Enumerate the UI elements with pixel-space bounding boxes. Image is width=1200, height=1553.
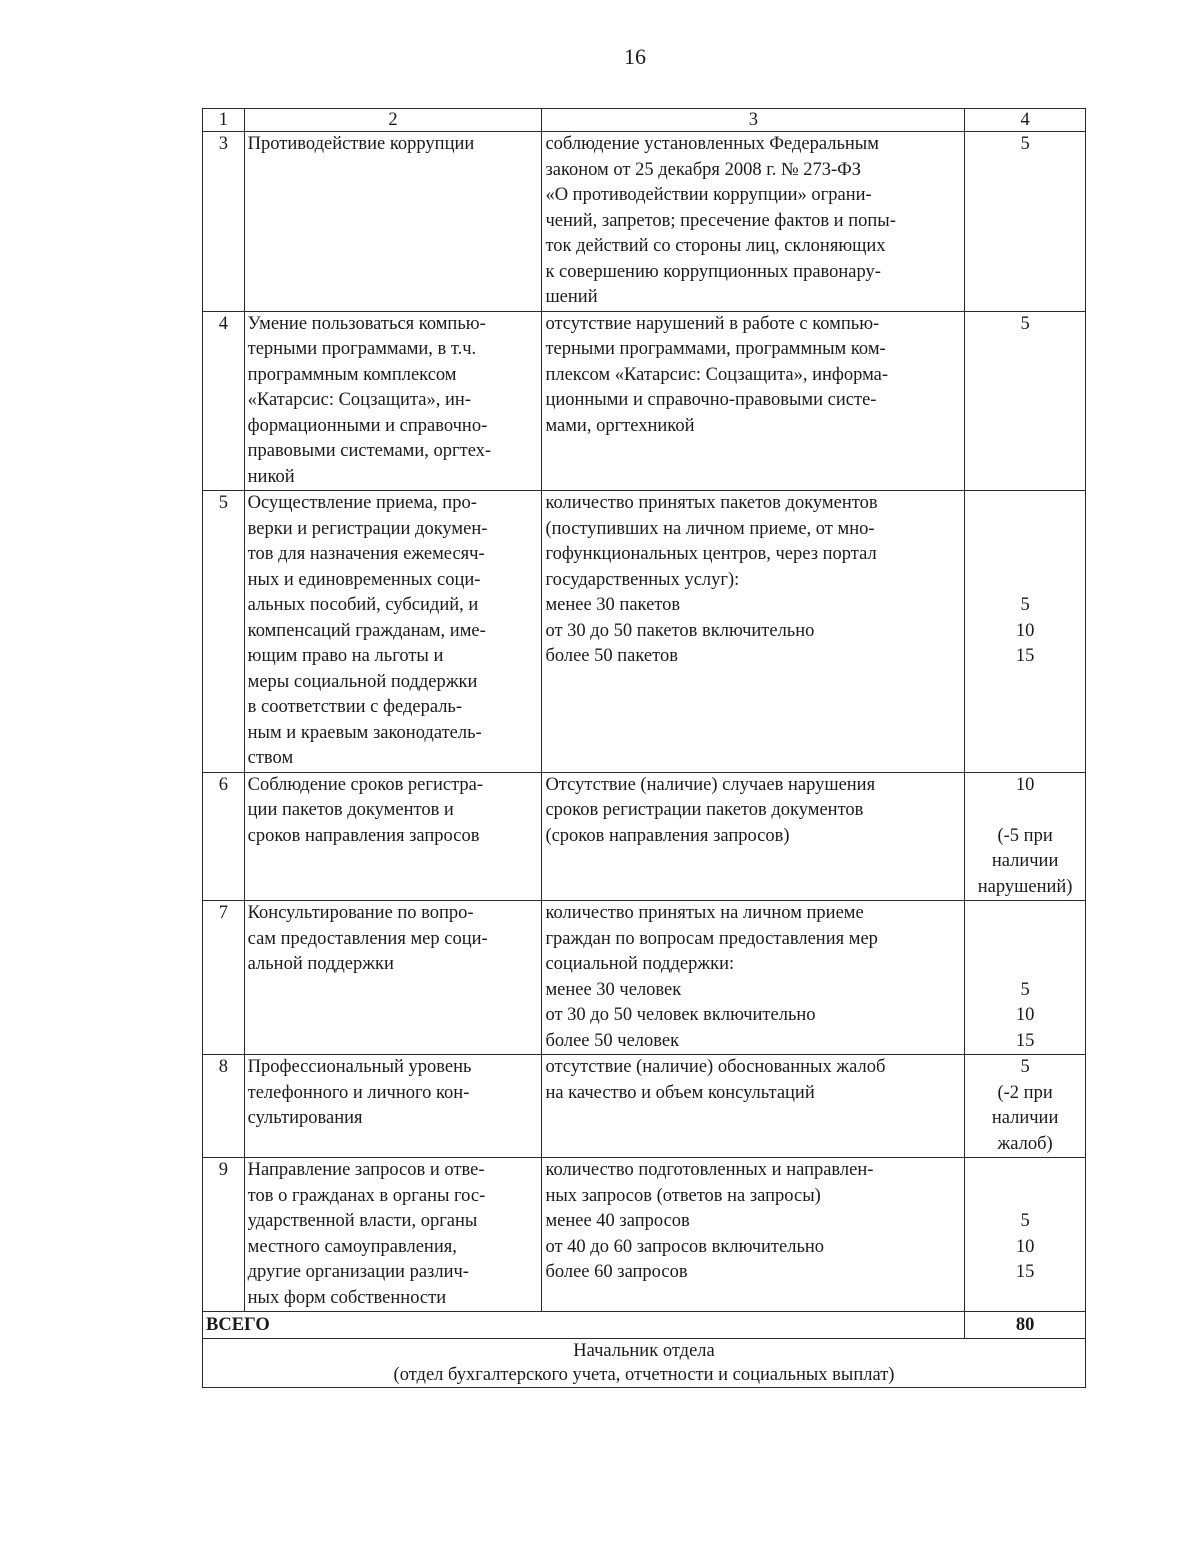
criterion-line: Направление запросов и отве- bbox=[247, 1160, 485, 1180]
table-row bbox=[203, 311, 1086, 491]
points-line bbox=[968, 927, 1082, 953]
indicator-line: социальной поддержки: bbox=[545, 954, 735, 974]
indicator-line: гофункциональных центров, через портал bbox=[545, 544, 877, 564]
points-line bbox=[968, 1184, 1082, 1210]
points-line: наличии bbox=[991, 851, 1059, 871]
indicator-line: чений, запретов; пресечение фактов и попы- bbox=[545, 210, 896, 231]
indicator-line: соблюдение установленных Федеральным bbox=[545, 134, 879, 154]
indicator-line: на качество и объем консультаций bbox=[545, 1082, 815, 1103]
indicator-cell bbox=[542, 1055, 965, 1158]
criterion-line: в соответствии с федераль- bbox=[247, 697, 463, 717]
criterion-line: никой bbox=[247, 466, 295, 487]
criterion-cell bbox=[244, 901, 542, 1055]
indicator-cell bbox=[542, 772, 965, 901]
points-line: (-2 при bbox=[997, 1082, 1053, 1103]
criterion-line: Соблюдение сроков регистра- bbox=[247, 774, 484, 795]
signature-cell bbox=[203, 1339, 1086, 1388]
criterion-line: «Катарсис: Соцзащита», ин- bbox=[247, 390, 471, 410]
points-line: 5 bbox=[1020, 595, 1030, 615]
indicator-cell bbox=[542, 132, 965, 312]
criterion-line: терными программами, в т.ч. bbox=[247, 339, 477, 359]
header-cell-2: 2 bbox=[244, 109, 542, 132]
criterion-line: сроков направления запросов bbox=[247, 825, 480, 846]
criterion-line: ющим право на льготы и bbox=[247, 646, 444, 666]
indicator-line: Отсутствие (наличие) случаев нарушения bbox=[545, 774, 876, 795]
criterion-line: ции пакетов документов и bbox=[247, 800, 454, 820]
criterion-line: верки и регистрации докумен- bbox=[247, 518, 488, 539]
points-line: 5 bbox=[1020, 1057, 1030, 1077]
row-number: 8 bbox=[203, 1055, 245, 1158]
points-line: нарушений) bbox=[977, 876, 1073, 897]
indicator-line: количество принятых пакетов документов bbox=[545, 493, 878, 513]
points-cell bbox=[965, 901, 1086, 1055]
indicator-line: сроков регистрации пакетов документов bbox=[545, 800, 864, 820]
criterion-line: Противодействие коррупции bbox=[247, 134, 475, 154]
criterion-line: телефонного и личного кон- bbox=[247, 1082, 470, 1103]
criterion-cell bbox=[244, 491, 542, 773]
indicator-line: шений bbox=[545, 287, 598, 307]
indicator-line: ток действий со стороны лиц, склоняющих bbox=[545, 236, 886, 256]
indicator-line: от 40 до 60 запросов включительно bbox=[545, 1236, 825, 1257]
indicator-line: количество подготовленных и направлен- bbox=[545, 1160, 874, 1180]
criterion-line: сам предоставления мер соци- bbox=[247, 928, 488, 949]
indicator-cell bbox=[542, 901, 965, 1055]
indicator-line: более 50 пакетов bbox=[545, 646, 678, 666]
row-number: 3 bbox=[203, 132, 245, 312]
points-cell bbox=[965, 491, 1086, 773]
criterion-cell bbox=[244, 772, 542, 901]
indicator-line: законом от 25 декабря 2008 г. № 273-ФЗ bbox=[545, 159, 862, 180]
points-cell bbox=[965, 1055, 1086, 1158]
points-line: 10 bbox=[1015, 620, 1035, 641]
points-line: 15 bbox=[1015, 646, 1035, 666]
row-number: 7 bbox=[203, 901, 245, 1055]
indicator-line: менее 40 запросов bbox=[545, 1211, 690, 1231]
points-line: 15 bbox=[1015, 1262, 1035, 1282]
table-row bbox=[203, 1055, 1086, 1158]
points-line bbox=[968, 568, 1082, 594]
indicator-cell bbox=[542, 491, 965, 773]
indicator-line: (сроков направления запросов) bbox=[545, 825, 790, 846]
points-line: 5 bbox=[1020, 134, 1030, 154]
criterion-line: Умение пользоваться компью- bbox=[247, 313, 486, 334]
indicator-line: более 50 человек bbox=[545, 1030, 680, 1051]
criterion-cell bbox=[244, 132, 542, 312]
indicator-line: мами, оргтехникой bbox=[545, 415, 695, 436]
indicator-line: государственных услуг): bbox=[545, 569, 740, 590]
points-cell bbox=[965, 1158, 1086, 1312]
criterion-line: Консультирование по вопро- bbox=[247, 903, 474, 923]
criterion-line: формационными и справочно- bbox=[247, 415, 488, 436]
points-line bbox=[968, 952, 1082, 978]
header-cell-1: 1 bbox=[203, 109, 245, 132]
criterion-line: меры социальной поддержки bbox=[247, 671, 478, 692]
row-number: 5 bbox=[203, 491, 245, 773]
indicator-cell bbox=[542, 1158, 965, 1312]
indicator-line: ных запросов (ответов на запросы) bbox=[545, 1185, 821, 1206]
points-line: жалоб) bbox=[997, 1133, 1053, 1154]
signature-title: Начальник отдела bbox=[573, 1341, 715, 1361]
indicator-line: от 30 до 50 пакетов включительно bbox=[545, 620, 815, 641]
indicator-line: менее 30 пакетов bbox=[545, 595, 681, 615]
total-row bbox=[203, 1312, 1086, 1339]
points-line: (-5 при bbox=[997, 825, 1053, 846]
points-line bbox=[968, 901, 1082, 927]
indicator-line: плексом «Катарсис: Соцзащита», информа- bbox=[545, 364, 889, 385]
indicator-line: отсутствие нарушений в работе с компью- bbox=[545, 313, 880, 334]
evaluation-table bbox=[202, 108, 1086, 1388]
total-label: ВСЕГО bbox=[203, 1312, 965, 1339]
indicator-line: менее 30 человек bbox=[545, 979, 682, 1000]
table-header-row bbox=[203, 109, 1086, 132]
points-cell bbox=[965, 132, 1086, 312]
points-line: наличии bbox=[991, 1108, 1059, 1128]
indicator-line: ционными и справочно-правовыми систе- bbox=[545, 390, 877, 410]
points-line bbox=[968, 491, 1082, 517]
criterion-line: Осуществление приема, про- bbox=[247, 493, 477, 513]
points-line bbox=[968, 542, 1082, 568]
signature-subtitle: (отдел бухгалтерского учета, отчетности и социальных выплат) bbox=[393, 1365, 895, 1385]
table-row bbox=[203, 491, 1086, 773]
table-row bbox=[203, 901, 1086, 1055]
criterion-line: местного самоуправления, bbox=[247, 1236, 457, 1257]
points-line: 10 bbox=[1015, 774, 1035, 795]
criterion-cell bbox=[244, 1055, 542, 1158]
points-line bbox=[968, 1158, 1082, 1184]
points-line: 10 bbox=[1015, 1005, 1035, 1025]
criterion-line: Профессиональный уровень bbox=[247, 1057, 472, 1077]
points-cell bbox=[965, 772, 1086, 901]
points-cell bbox=[965, 311, 1086, 491]
criterion-line: тов о гражданах в органы гос- bbox=[247, 1185, 486, 1206]
criterion-line: сультирования bbox=[247, 1108, 363, 1128]
signature-row bbox=[203, 1339, 1086, 1388]
criterion-line: тов для назначения ежемесяч- bbox=[247, 544, 485, 564]
criterion-line: ством bbox=[247, 748, 294, 768]
indicator-line: от 30 до 50 человек включительно bbox=[545, 1005, 816, 1025]
row-number: 4 bbox=[203, 311, 245, 491]
row-number: 6 bbox=[203, 772, 245, 901]
page-number: 16 bbox=[624, 44, 646, 69]
indicator-line: граждан по вопросам предоставления мер bbox=[545, 928, 878, 949]
table-row bbox=[203, 772, 1086, 901]
indicator-line: (поступивших на личном приеме, от мно- bbox=[545, 518, 875, 539]
points-line: 15 bbox=[1015, 1030, 1035, 1051]
table-row bbox=[203, 132, 1086, 312]
criterion-line: ных форм собственности bbox=[247, 1287, 447, 1308]
indicator-line: терными программами, программным ком- bbox=[545, 339, 886, 359]
indicator-line: более 60 запросов bbox=[545, 1262, 688, 1282]
points-line: 10 bbox=[1015, 1236, 1035, 1257]
indicator-line: количество принятых на личном приеме bbox=[545, 903, 864, 923]
criterion-line: программным комплексом bbox=[247, 364, 457, 385]
indicator-line: к совершению коррупционных правонару- bbox=[545, 261, 881, 282]
points-line: 5 bbox=[1020, 1211, 1030, 1231]
total-value: 80 bbox=[965, 1312, 1086, 1339]
indicator-cell bbox=[542, 311, 965, 491]
criterion-cell bbox=[244, 1158, 542, 1312]
row-number: 9 bbox=[203, 1158, 245, 1312]
indicator-line: отсутствие (наличие) обоснованных жалоб bbox=[545, 1057, 886, 1077]
header-cell-3: 3 bbox=[542, 109, 965, 132]
header-cell-4: 4 bbox=[965, 109, 1086, 132]
criterion-line: ным и краевым законодатель- bbox=[247, 722, 482, 743]
criterion-line: альной поддержки bbox=[247, 954, 394, 974]
points-line bbox=[968, 517, 1082, 543]
criterion-cell bbox=[244, 311, 542, 491]
indicator-line: «О противодействии коррупции» ограни- bbox=[545, 185, 872, 205]
table-row bbox=[203, 1158, 1086, 1312]
criterion-line: альных пособий, субсидий, и bbox=[247, 595, 479, 615]
criterion-line: правовыми системами, оргтех- bbox=[247, 441, 492, 461]
criterion-line: компенсаций гражданам, име- bbox=[247, 620, 486, 641]
points-line bbox=[968, 798, 1082, 824]
criterion-line: другие организации различ- bbox=[247, 1262, 469, 1282]
points-line: 5 bbox=[1020, 313, 1030, 334]
points-line: 5 bbox=[1020, 979, 1030, 1000]
criterion-line: ударственной власти, органы bbox=[247, 1211, 478, 1231]
criterion-line: ных и единовременных соци- bbox=[247, 569, 481, 590]
